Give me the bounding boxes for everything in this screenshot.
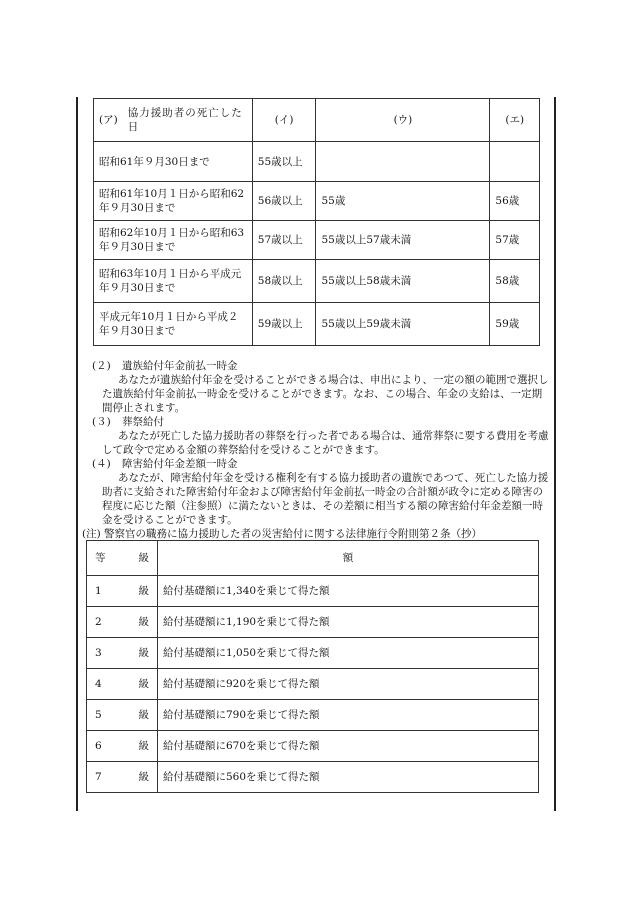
age-requirement-table xyxy=(93,98,540,346)
cell-e xyxy=(490,142,540,182)
table-row xyxy=(94,142,540,182)
section-heading xyxy=(82,415,552,429)
cell-i: 56歳以上 xyxy=(252,182,316,221)
cell-i: 57歳以上 xyxy=(252,221,316,260)
section-heading xyxy=(82,359,552,373)
grade-unit: 級 xyxy=(138,585,149,597)
section-body: あなたが遺族給付年金を受けることができる場合は、申出により、一定の額の範囲で選択した遺族給付年金前払一時金を受けることができます。なお、この場合、年金の支給は、一定期間停止されます。 xyxy=(102,374,549,414)
frame-right-border xyxy=(554,97,556,811)
grade-number: 5 xyxy=(95,709,102,721)
header-death-date-label: 協力援助者の死亡した日 xyxy=(127,107,243,133)
cell-date: 平成元年10月１日から平成２年９月30日まで xyxy=(94,303,253,346)
cell-date: 昭和61年９月30日まで xyxy=(94,142,253,182)
header-amount: 額 xyxy=(158,541,539,576)
table-row xyxy=(94,221,540,260)
cell-grade xyxy=(87,700,158,731)
section-number: (４) xyxy=(92,458,111,470)
cell-grade xyxy=(87,669,158,700)
table-row xyxy=(87,669,539,700)
cell-e: 57歳 xyxy=(490,221,540,260)
cell-grade xyxy=(87,607,158,638)
grade-number: 6 xyxy=(95,740,102,752)
cell-grade xyxy=(87,638,158,669)
grade-unit: 級 xyxy=(138,740,149,752)
grade-unit: 級 xyxy=(138,678,149,690)
table-row xyxy=(87,576,539,607)
grade-number: 1 xyxy=(95,585,102,597)
section-funeral xyxy=(82,415,552,457)
cell-date: 昭和63年10月１日から平成元年９月30日まで xyxy=(94,260,253,303)
header-u: (ウ) xyxy=(316,99,490,142)
cell-e: 58歳 xyxy=(490,260,540,303)
table-row xyxy=(94,303,540,346)
grade-number: 3 xyxy=(95,647,102,659)
cell-i: 59歳以上 xyxy=(252,303,316,346)
cell-amount: 給付基礎額に560を乗じて得た額 xyxy=(158,762,539,793)
cell-amount: 給付基礎額に1,050を乗じて得た額 xyxy=(158,638,539,669)
header-grade-b: 級 xyxy=(138,552,149,564)
section-heading xyxy=(82,457,552,471)
benefit-sections xyxy=(82,359,552,541)
header-death-date xyxy=(94,99,253,142)
note-text: (注) 警察官の職務に協力援助した者の災害給付に関する法律施行令附則第２条（抄） xyxy=(82,528,483,540)
table-row xyxy=(87,731,539,762)
cell-amount: 給付基礎額に920を乗じて得た額 xyxy=(158,669,539,700)
section-difference-lump-sum xyxy=(82,457,552,527)
cell-u: 55歳以上59歳未満 xyxy=(316,303,490,346)
cell-i: 58歳以上 xyxy=(252,260,316,303)
cell-e: 59歳 xyxy=(490,303,540,346)
table-row xyxy=(87,607,539,638)
grade-unit: 級 xyxy=(138,616,149,628)
grade-unit: 級 xyxy=(138,771,149,783)
table-row xyxy=(87,762,539,793)
disability-grade-table xyxy=(86,540,539,793)
grade-number: 7 xyxy=(95,771,102,783)
cell-amount: 給付基礎額に1,340を乗じて得た額 xyxy=(158,576,539,607)
cell-grade xyxy=(87,762,158,793)
header-grade-a: 等 xyxy=(95,552,106,564)
table-row xyxy=(94,182,540,221)
cell-date: 昭和62年10月１日から昭和63年９月30日まで xyxy=(94,221,253,260)
header-i: (イ) xyxy=(252,99,316,142)
grade-number: 4 xyxy=(95,678,102,690)
header-mark-a: (ア) xyxy=(99,114,118,126)
cell-i: 55歳以上 xyxy=(252,142,316,182)
cell-date: 昭和61年10月１日から昭和62年９月30日まで xyxy=(94,182,253,221)
header-e: (エ) xyxy=(490,99,540,142)
grade-number: 2 xyxy=(95,616,102,628)
cell-u: 55歳以上57歳未満 xyxy=(316,221,490,260)
cell-u xyxy=(316,142,490,182)
table-header-row xyxy=(94,99,540,142)
section-number: (３) xyxy=(92,416,111,428)
grade-unit: 級 xyxy=(138,709,149,721)
cell-grade xyxy=(87,576,158,607)
cell-u: 55歳以上58歳未満 xyxy=(316,260,490,303)
section-title: 葬祭給付 xyxy=(122,416,164,428)
frame-left-border xyxy=(76,97,78,811)
section-title: 遺族給付年金前払一時金 xyxy=(122,360,238,372)
section-lump-sum xyxy=(82,359,552,415)
cell-amount: 給付基礎額に670を乗じて得た額 xyxy=(158,731,539,762)
table-row xyxy=(87,700,539,731)
header-grade xyxy=(87,541,158,576)
table-header-row xyxy=(87,541,539,576)
grade-unit: 級 xyxy=(138,647,149,659)
section-number: (２) xyxy=(92,360,111,372)
cell-e: 56歳 xyxy=(490,182,540,221)
section-body: あなたが死亡した協力援助者の葬祭を行った者である場合は、通常葬祭に要する費用を考慮して政令で定める金額の葬祭給付を受けることができます。 xyxy=(102,430,549,456)
cell-amount: 給付基礎額に790を乗じて得た額 xyxy=(158,700,539,731)
section-body: あなたが、障害給付年金を受ける権利を有する協力援助者の遺族であつて、死亡した協力援助者に支給された障害給付年金および障害給付年金前払一時金の合計額が政令に定める障害の程度に応じた額（注参照）に満たないときは、その差額に相当する額の障害給付年金差額一時金を受けることができます。 xyxy=(102,472,549,526)
section-title: 障害給付年金差額一時金 xyxy=(122,458,238,470)
cell-u: 55歳 xyxy=(316,182,490,221)
table-row xyxy=(87,638,539,669)
cell-amount: 給付基礎額に1,190を乗じて得た額 xyxy=(158,607,539,638)
table-row xyxy=(94,260,540,303)
cell-grade xyxy=(87,731,158,762)
